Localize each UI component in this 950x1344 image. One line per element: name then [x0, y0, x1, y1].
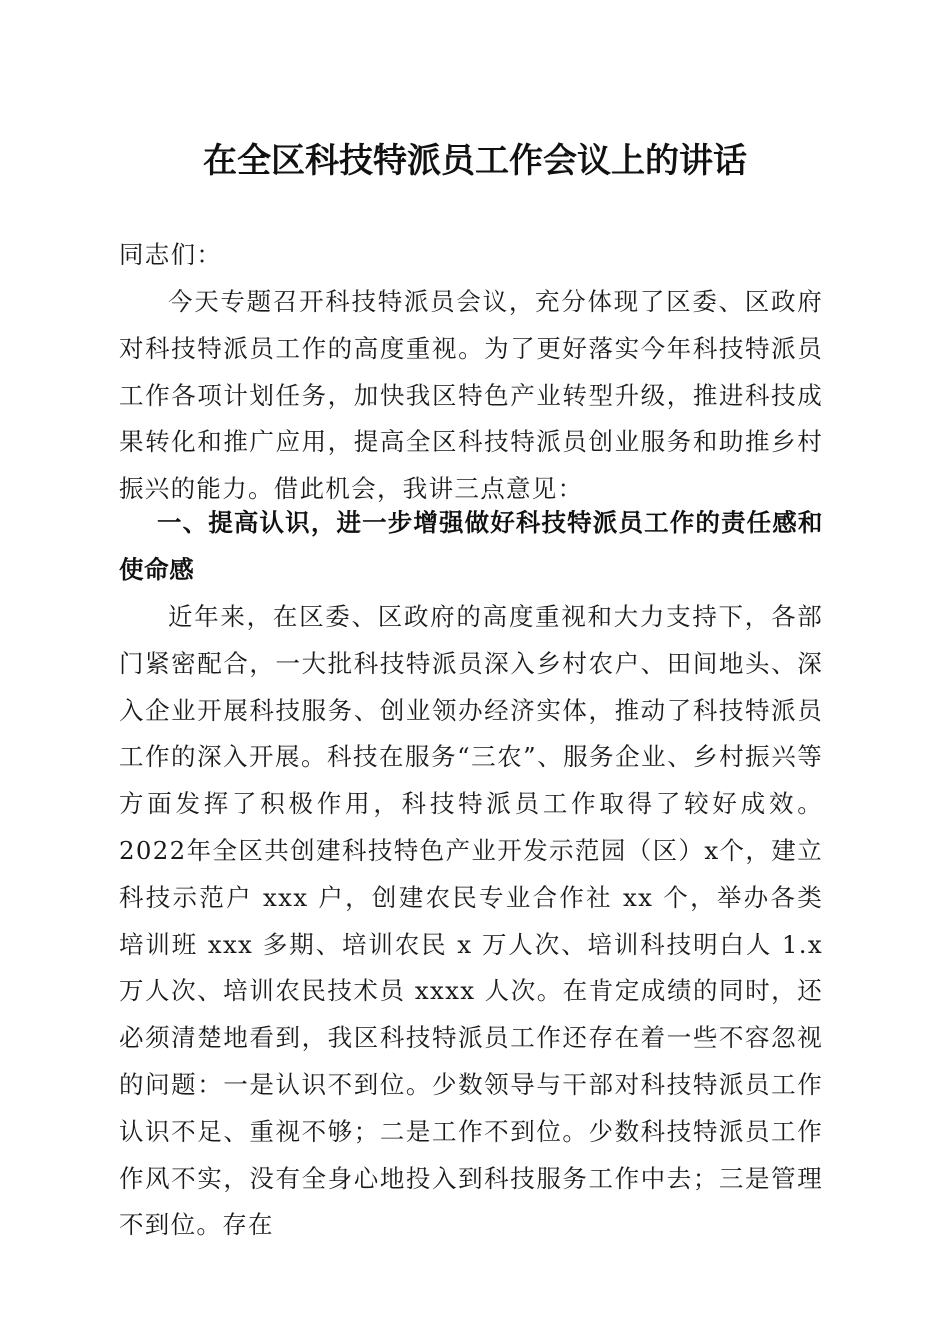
paragraph-section-1: 近年来，在区委、区政府的高度重视和大力支持下，各部门紧密配合，一大批科技特派员深入乡村农户、田间地头、深入企业开展科技服务、创业领办经济实体，推动了科技特派员工作的深入开展。科技在服务“三农”、服务企业、乡村振兴等方面发挥了积极作用，科技特派员工作取得了较好成效。2022年全区共创建科技特色产业开发示范园（区）x个，建立科技示范户 xxx 户，创建农民专业合作社 xx 个，举办各类培训班 xxx 多期、培训农民 x 万人次、培训科技明白人 1.x 万人次、培训农民技术员 xxxx 人次。在肯定成绩的同时，还必须清楚地看到，我区科技特派员工作还存在着一些不容忽视的问题：一是认识不到位。少数领导与干部对科技特派员工作认识不足、重视不够；二是工作不到位。少数科技特派员工作作风不实，没有全身心地投入到科技服务工作中去；三是管理不到位。存在 — [119, 602, 823, 1240]
paragraph-intro: 今天专题召开科技特派员会议，充分体现了区委、区政府对科技特派员工作的高度重视。为了更好落实今年科技特派员工作各项计划任务，加快我区特色产业转型升级，推进科技成果转化和推广应用，提高全区科技特派员创业服务和助推乡村振兴的能力。借此机会，我讲三点意见： — [119, 287, 823, 504]
section-heading-1: 一、提高认识，进一步增强做好科技特派员工作的责任感和使命感 — [119, 508, 823, 584]
document-title: 在全区科技特派员工作会议上的讲话 — [203, 141, 747, 181]
salutation: 同志们： — [119, 240, 223, 269]
